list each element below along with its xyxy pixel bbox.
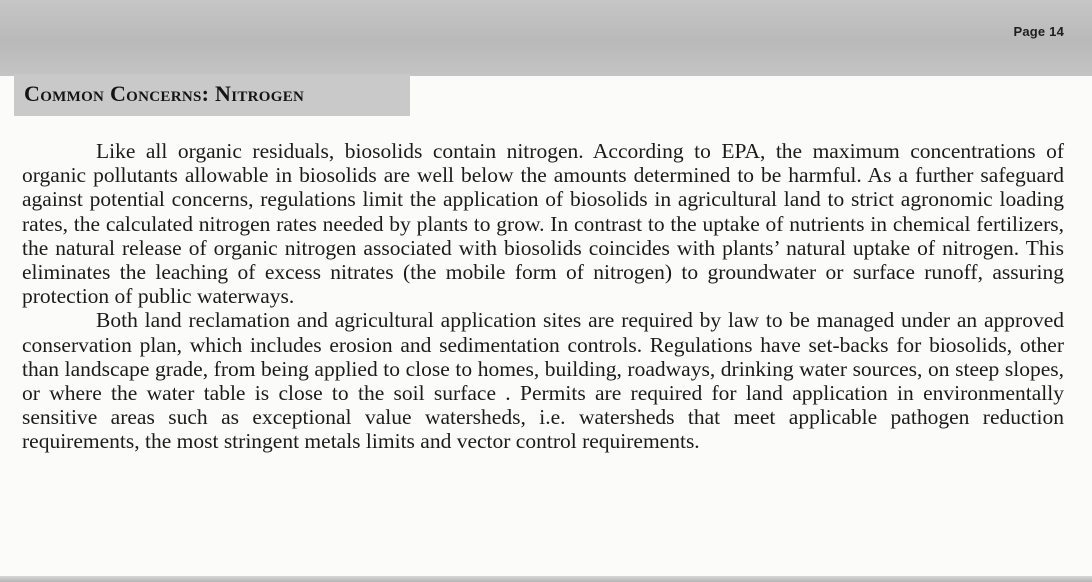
paragraph-nitrogen-limits: Like all organic residuals, biosolids contain nitrogen. According to EPA, the maximum concentrations of organic pollutants allowable in biosolids are well below the amounts determined to be harmful. As a further safeguard against potential concerns, regulations limit the application of biosolids in agricultural land to strict agronomic loading rates, the calculated nitrogen rates needed by plants to grow. In contrast to the uptake of nutrients in chemical fertilizers, the natural release of organic nitrogen associated with biosolids coincides with plants’ natural uptake of nitrogen. This eliminates the leaching of excess nitrates (the mobile form of nitrogen) to groundwater or surface runoff, assuring protection of public waterways. [22, 139, 1064, 309]
paragraph-site-management: Both land reclamation and agricultural application sites are required by law to be managed under an approved conservation plan, which includes erosion and sedimentation controls. Regulations have set-backs for biosolids, other than landscape grade, from being applied to close to homes, building, roadways, drinking water sources, on steep slopes, or where the water table is close to the soil surface . Permits are required for land application in environmentally sensitive areas such as exceptional value watersheds, i.e. watersheds that meet applicable pathogen reduction requirements, the most stringent metals limits and vector control requirements. [22, 308, 1064, 454]
section-title: Common Concerns: Nitrogen [24, 81, 305, 106]
bottom-rule [0, 576, 1092, 582]
header-band [0, 0, 1092, 76]
body-text [22, 139, 1064, 454]
page-number: Page 14 [1013, 24, 1064, 39]
